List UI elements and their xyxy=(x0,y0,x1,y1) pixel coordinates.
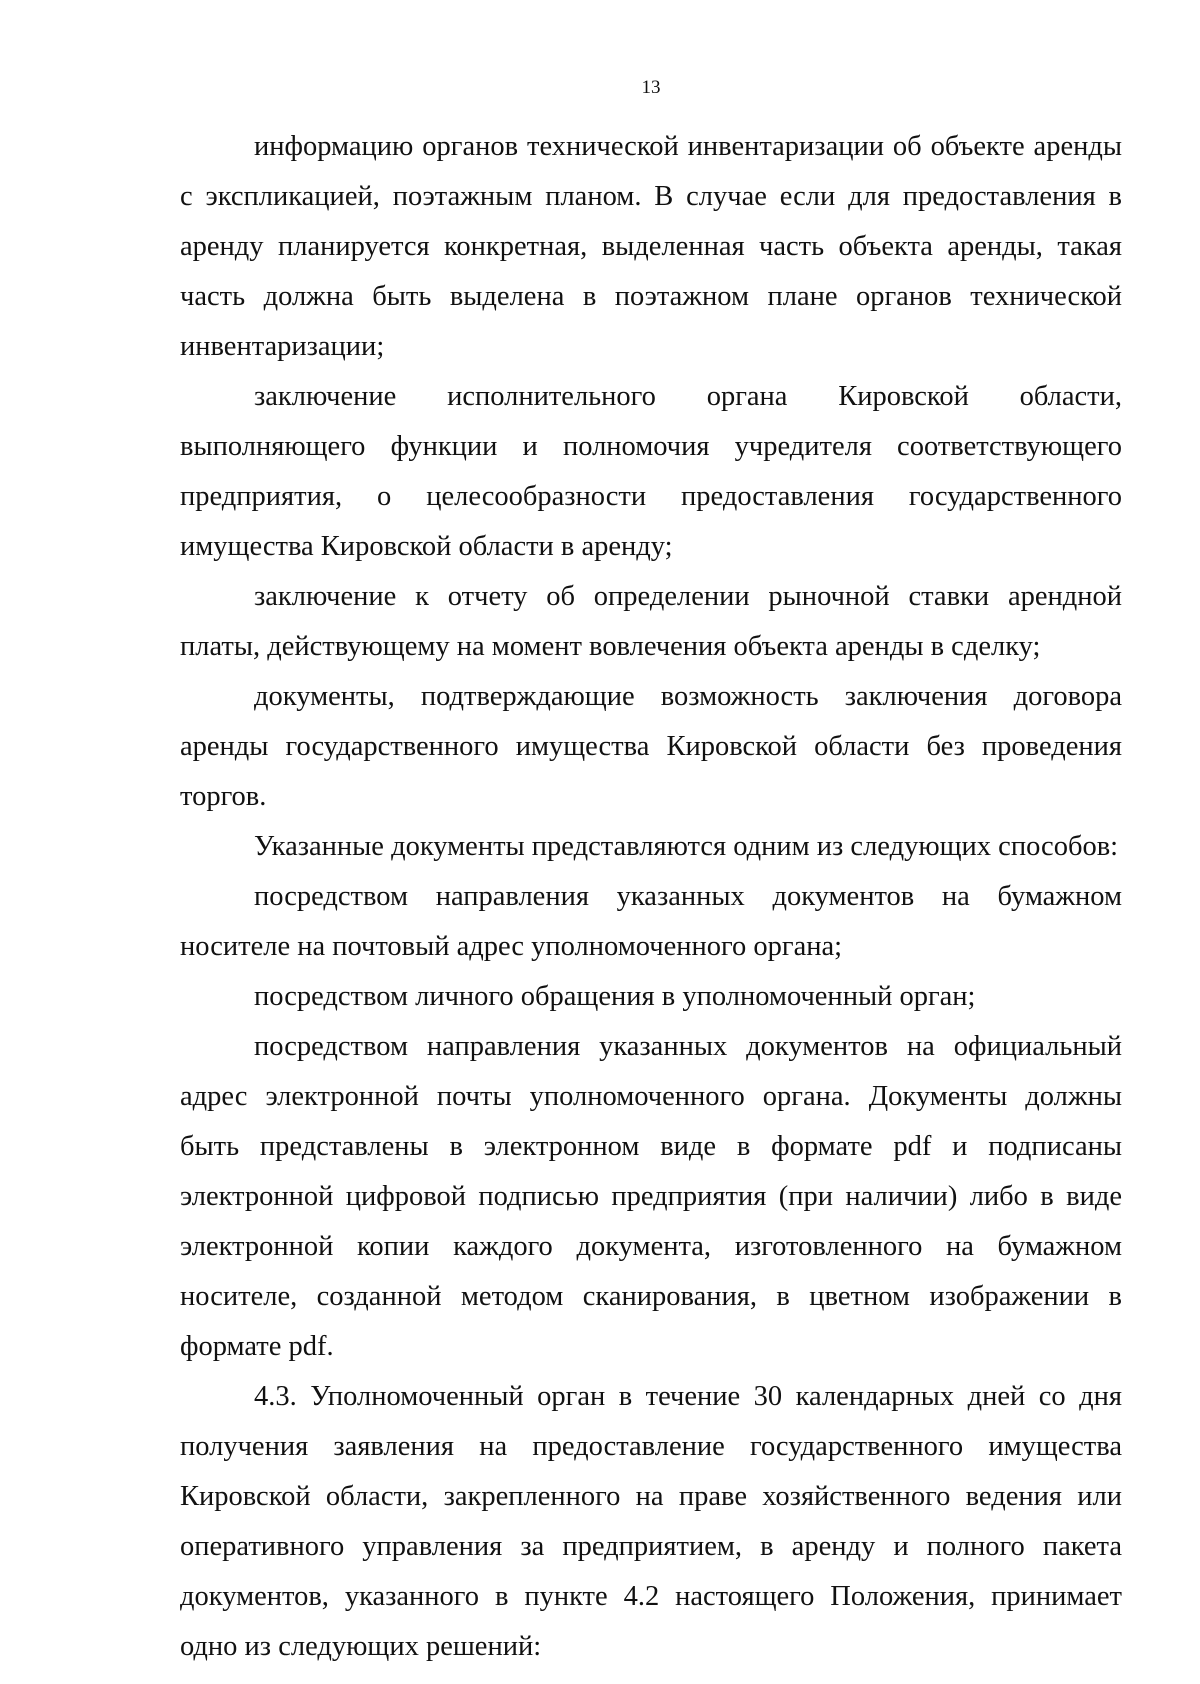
page-number: 13 xyxy=(641,77,661,98)
paragraph-method-personal: посредством личного обращения в уполномоченный орган; xyxy=(254,981,976,1012)
paragraph-no-tender-documents: документы, подтверждающие возможность заключения договора аренды государственного имущества Кировской области без проведения торгов. xyxy=(180,681,1122,812)
paragraph-submission-methods: Указанные документы представляются одним из следующих способов: xyxy=(254,831,1119,862)
paragraph-method-email: посредством направления указанных документов на официальный адрес электронной почты уполномоченного органа. Документы должны быть представлены в электронном виде в формате pdf и подписаны электронной цифровой подписью предприятия (при наличии) либо в виде электронной копии каждого документа, изготовленного на бумажном носителе, созданной методом сканирования, в цветном изображении в формате pdf. xyxy=(180,1031,1122,1362)
paragraph-executive-body-conclusion: заключение исполнительного органа Кировской области, выполняющего функции и полномочия учредителя соответствующего предприятия, о целесообразности предоставления государственного имущества Кировской области в аренду; xyxy=(180,381,1122,562)
paragraph-tech-inventory-info: информацию органов технической инвентаризации об объекте аренды с экспликацией, поэтажным планом. В случае если для предоставления в аренду планируется конкретная, выделенная часть объекта аренды, такая часть должна быть выделена в поэтажном плане органов технической инвентаризации; xyxy=(180,131,1122,362)
document-page xyxy=(180,70,1122,1672)
paragraph-clause-4-3: 4.3. Уполномоченный орган в течение 30 календарных дней со дня получения заявления на предоставление государственного имущества Кировской области, закрепленного на праве хозяйственного ведения или оперативного управления за предприятием, в аренду и полного пакета документов, указанного в пункте 4.2 настоящего Положения, принимает одно из следующих решений: xyxy=(180,1381,1122,1662)
paragraph-method-postal: посредством направления указанных документов на бумажном носителе на почтовый адрес уполномоченного органа; xyxy=(180,881,1122,962)
paragraph-market-rate-conclusion: заключение к отчету об определении рыночной ставки арендной платы, действующему на момент вовлечения объекта аренды в сделку; xyxy=(180,581,1122,662)
